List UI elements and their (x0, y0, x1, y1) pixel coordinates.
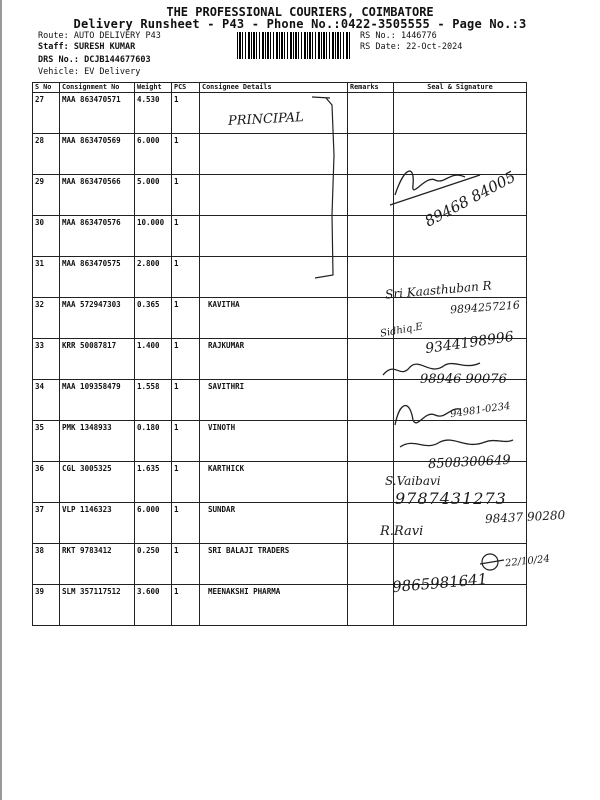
row-consignee: KARTHICK (200, 462, 348, 503)
row-consignment-no: SLM 357117512 (60, 585, 135, 626)
row-pcs: 1 (172, 503, 200, 544)
row-signature (394, 216, 527, 257)
row-sno: 28 (33, 134, 60, 175)
row-sno: 29 (33, 175, 60, 216)
company-title: THE PROFESSIONAL COURIERS, COIMBATORE (166, 5, 434, 19)
row-pcs: 1 (172, 585, 200, 626)
row-pcs: 1 (172, 421, 200, 462)
row-sno: 34 (33, 380, 60, 421)
vehicle-line: Vehicle: EV Delivery (38, 67, 141, 77)
row-pcs: 1 (172, 257, 200, 298)
row-consignment-no: MAA 572947303 (60, 298, 135, 339)
table-header (33, 83, 527, 93)
row-sno: 35 (33, 421, 60, 462)
handwritten-phone-29: 89468 84005 (421, 167, 519, 231)
scan-edge (0, 0, 2, 800)
row-pcs: 1 (172, 380, 200, 421)
row-pcs: 1 (172, 298, 200, 339)
row-weight: 5.000 (135, 175, 172, 216)
handwritten-name-32: Sri Kaasthuban R (384, 278, 493, 302)
rs-no-line: RS No.: 1446776 (360, 31, 437, 41)
table-row (33, 216, 527, 257)
rs-date-value: 22-Oct-2024 (406, 42, 463, 52)
rs-no-value: 1446776 (400, 31, 437, 41)
route-value: AUTO DELIVERY P43 (73, 31, 161, 41)
staff-line: Staff: SURESH KUMAR (38, 42, 136, 52)
row-consignment-no: VLP 1146323 (60, 503, 135, 544)
principal-bracket (310, 95, 340, 285)
row-weight: 0.180 (135, 421, 172, 462)
row-remarks (348, 216, 394, 257)
row-consignee: SRI BALAJI TRADERS (200, 544, 348, 585)
row-remarks (348, 544, 394, 585)
row-consignee: RAJKUMAR (200, 339, 348, 380)
handwritten-phone-37: 9787431273 (395, 489, 507, 508)
row-weight: 1.635 (135, 462, 172, 503)
row-weight: 1.400 (135, 339, 172, 380)
row-sno: 30 (33, 216, 60, 257)
handwritten-phone-33: 9344198996 (424, 328, 515, 358)
row-weight: 3.600 (135, 585, 172, 626)
row-consignment-no: MAA 863470569 (60, 134, 135, 175)
handwritten-phone-38: 98437 90280 (484, 507, 566, 527)
handwritten-name-33: Sidhiq.E (379, 321, 424, 340)
row-pcs: 1 (172, 93, 200, 134)
drs-line: DRS No.: DCJB144677603 (38, 55, 151, 65)
row-sno: 38 (33, 544, 60, 585)
runsheet-subtitle: Delivery Runsheet - P43 - Phone No.:0422-3505555 - Page No.:3 (73, 17, 527, 31)
row-weight: 4.530 (135, 93, 172, 134)
row-weight: 1.558 (135, 380, 172, 421)
row-consignee: KAVITHA (200, 298, 348, 339)
col-weight: Weight (135, 83, 172, 93)
row-pcs: 1 (172, 175, 200, 216)
row-consignment-no: MAA 863470571 (60, 93, 135, 134)
row-sno: 37 (33, 503, 60, 544)
row-weight: 6.000 (135, 134, 172, 175)
row-weight: 6.000 (135, 503, 172, 544)
row-consignment-no: PMK 1348933 (60, 421, 135, 462)
row-pcs: 1 (172, 462, 200, 503)
handwritten-phone-34: 98946 90076 (420, 372, 507, 387)
col-sno: S No (33, 83, 60, 93)
barcode (237, 32, 350, 59)
row-weight: 0.250 (135, 544, 172, 585)
row-consignment-no: KRR 50087817 (60, 339, 135, 380)
drs-value: DCJB144677603 (84, 55, 151, 65)
row-sno: 33 (33, 339, 60, 380)
col-consignee: Consignee Details (200, 83, 348, 93)
col-consignment: Consignment No (60, 83, 135, 93)
row-sno: 39 (33, 585, 60, 626)
row-consignment-no: MAA 863470575 (60, 257, 135, 298)
handwritten-date-39: 22/10/24 (504, 553, 551, 570)
row-consignee: VINOTH (200, 421, 348, 462)
row-remarks (348, 93, 394, 134)
row-consignment-no: RKT 9783412 (60, 544, 135, 585)
row-weight: 0.365 (135, 298, 172, 339)
row-sno: 31 (33, 257, 60, 298)
row-consignment-no: MAA 863470576 (60, 216, 135, 257)
row-consignee: SAVITHRI (200, 380, 348, 421)
row-consignee: MEENAKSHI PHARMA (200, 585, 348, 626)
row-pcs: 1 (172, 544, 200, 585)
vehicle-value: EV Delivery (84, 67, 141, 77)
row-sno: 27 (33, 93, 60, 134)
handwritten-name-38: R.Ravi (380, 524, 424, 539)
col-pcs: PCS (172, 83, 200, 93)
row-consignment-no: CGL 3005325 (60, 462, 135, 503)
row-consignee: SUNDAR (200, 503, 348, 544)
row-remarks (348, 585, 394, 626)
table-row (33, 503, 527, 544)
row-pcs: 1 (172, 216, 200, 257)
row-weight: 10.000 (135, 216, 172, 257)
row-weight: 2.800 (135, 257, 172, 298)
route-line: Route: AUTO DELIVERY P43 (38, 31, 161, 41)
rs-date-line: RS Date: 22-Oct-2024 (360, 42, 463, 52)
handwritten-phone-39: 9865981641 (391, 569, 489, 597)
handwritten-principal: PRINCIPAL (227, 110, 305, 129)
handwritten-phone-36: 8508300649 (427, 452, 512, 473)
handwritten-phone-35: 94981-0234 (449, 400, 512, 421)
row-signature (394, 93, 527, 134)
col-remarks: Remarks (348, 83, 394, 93)
row-pcs: 1 (172, 134, 200, 175)
row-consignment-no: MAA 109358479 (60, 380, 135, 421)
handwritten-phone-32: 9894257216 (449, 298, 521, 317)
row-consignment-no: MAA 863470566 (60, 175, 135, 216)
staff-value: SURESH KUMAR (73, 42, 136, 52)
col-signature: Seal & Signature (394, 83, 527, 93)
row-pcs: 1 (172, 339, 200, 380)
handwritten-name-37: S.Vaibavi (385, 474, 441, 488)
row-sno: 36 (33, 462, 60, 503)
row-sno: 32 (33, 298, 60, 339)
